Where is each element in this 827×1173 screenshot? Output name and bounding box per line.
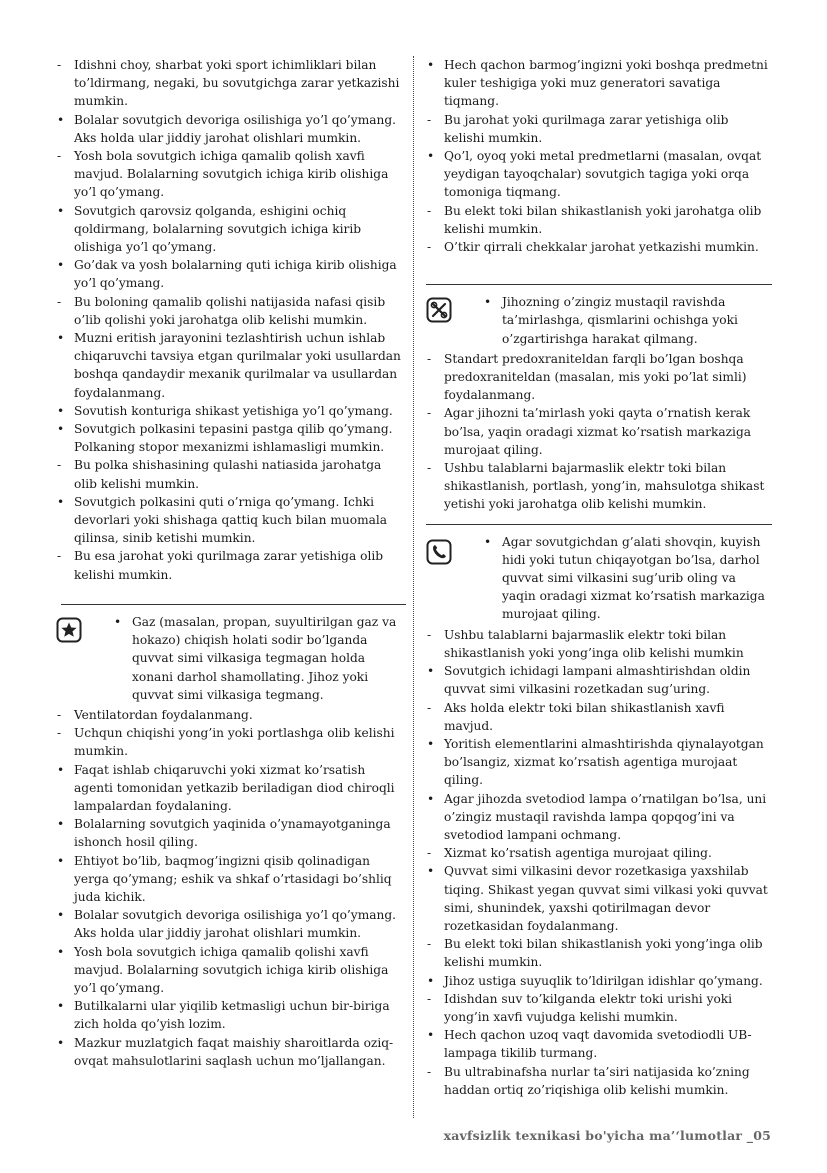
list-item	[426, 111, 772, 147]
list-item-text: Xizmat ko’rsatish agentiga murojaat qiling.	[444, 846, 712, 861]
list-item	[426, 862, 772, 935]
list-marker: •	[427, 973, 435, 988]
list-item	[56, 147, 406, 202]
list-marker: •	[57, 422, 65, 437]
list-marker: -	[427, 461, 432, 476]
list-item	[426, 202, 772, 238]
list-item-text: Go’dak va yosh bolalarning quti ichiga kirib olishiga yo’l qo’ymang.	[74, 258, 397, 291]
list-item-text: Bu boloning qamalib qolishi natijasida nafasi qisib o’lib qolishi yoki jarohatga olib kelishi mumkin.	[74, 294, 386, 327]
list-marker: •	[427, 1028, 435, 1043]
list-item	[56, 402, 406, 420]
list-item-text: Idishni choy, sharbat yoki sport ichimliklari bilan to’ldirmang, negaki, bu sovutgichga zarar yetkazishi mumkin.	[74, 58, 400, 109]
section-rule	[61, 604, 406, 605]
list-item	[56, 111, 406, 147]
list-item	[426, 790, 772, 845]
list-item	[426, 459, 772, 514]
list-marker: -	[427, 1064, 432, 1079]
left-list-1	[56, 56, 406, 584]
list-marker: -	[427, 991, 432, 1006]
list-item	[56, 997, 406, 1033]
list-item-text: Ventilatordan foydalanmang.	[74, 707, 253, 722]
list-marker: •	[57, 112, 65, 127]
list-marker: •	[57, 817, 65, 832]
list-item-text: Sovutish konturiga shikast yetishiga yo’l qo’ymang.	[74, 403, 393, 418]
list-marker: -	[57, 726, 62, 741]
list-item-text: Uchqun chiqishi yong’in yoki portlashga olib kelishi mumkin.	[74, 726, 395, 759]
repair-warning-notice	[426, 293, 772, 348]
list-item	[56, 329, 406, 402]
list-item	[56, 420, 406, 456]
notice-text	[114, 613, 406, 704]
list-marker: •	[57, 853, 65, 868]
list-marker: •	[57, 762, 65, 777]
list-item-text: Idishdan suv to’kilganda elektr toki urishi yoki yong’in xavfi vujudga kelishi mumkin.	[444, 991, 733, 1024]
list-marker: -	[427, 203, 432, 218]
list-item-text: Qo’l, oyoq yoki metal predmetlarni (masalan, ovqat yeydigan tayoqchalar) sovutgich tagiga yoki orqa tomoniga tiqmang.	[444, 149, 762, 200]
list-marker: •	[57, 203, 65, 218]
page-footer: xavfsizlik texnikasi bo'yicha ma’‘lumotlar _05	[443, 1128, 771, 1143]
list-marker: •	[57, 494, 65, 509]
list-item	[56, 852, 406, 907]
star-icon	[56, 617, 82, 643]
list-item	[56, 706, 406, 724]
left-list-2	[56, 706, 406, 1070]
list-item-text: Bolalarning sovutgich yaqinida o’ynamayotganinga ishonch hosil qiling.	[74, 817, 391, 850]
list-marker: •	[57, 908, 65, 923]
list-marker: -	[427, 240, 432, 255]
list-item-text: Agar jihozda svetodiod lampa o’rnatilgan bo’lsa, uni o’zingiz mustaqil ravishda lampa qopqog’ini va svetodiod lampani ochmang.	[444, 791, 767, 842]
section-rule	[426, 284, 772, 285]
list-item-text: Yoritish elementlarini almashtirishda qiynalayotgan bo’lsangiz, xizmat ko’rsatish agentiga murojaat qiling.	[444, 736, 764, 788]
list-item	[426, 699, 772, 735]
list-item-text: Bolalar sovutgich devoriga osilishiga yo’l qo’ymang. Aks holda ular jiddiy jarohat olishlari mumkin.	[74, 112, 397, 145]
list-item	[56, 293, 406, 329]
list-item-text: Bu elekt toki bilan shikastlanish yoki jarohatga olib kelishi mumkin.	[444, 203, 762, 236]
bullet: •	[484, 295, 492, 310]
notice-body: Gaz (masalan, propan, suyultirilgan gaz va hokazo) chiqish holati sodir bo’lganda quvvat simi vilkasiga tegmagan holda xonani darhol shamollating. Jihoz yoki quvvat simi vilkasiga tegmang.	[132, 614, 397, 702]
list-item-text: Butilkalarni ular yiqilib ketmasligi uchun bir-biriga zich holda qo’yish lozim.	[74, 999, 390, 1032]
list-item-text: Bu ultrabinafsha nurlar ta’siri natijasida ko’zning haddan ortiq zo’riqishiga olib kelishi mumkin.	[444, 1064, 750, 1097]
list-item-text: Bu polka shishasining qulashi natiasida jarohatga olib kelishi mumkin.	[74, 458, 382, 491]
list-item	[56, 724, 406, 760]
left-column	[56, 56, 406, 1070]
list-item-text: O’tkir qirrali chekkalar jarohat yetkazishi mumkin.	[444, 240, 759, 255]
list-item-text: Bu esa jarohat yoki qurilmaga zarar yetishiga olib kelishi mumkin.	[74, 549, 384, 582]
list-item-text: Bu jarohat yoki qurilmaga zarar yetishiga olib kelishi mumkin.	[444, 112, 729, 145]
list-item-text: Sovutgich polkasini quti o’rniga qo’ymang. Ichki devorlari yoki shishaga qattiq kuch bilan muomala qilinsa, sinib ketishi mumkin.	[74, 494, 388, 546]
right-list-1	[426, 56, 772, 256]
list-item-text: Jihoz ustiga suyuqlik to’ldirilgan idishlar qo’ymang.	[444, 973, 763, 988]
list-item-text: Ushbu talablarni bajarmaslik elektr toki bilan shikastlanish yoki yong’inga olib kelishi mumkin	[444, 627, 744, 660]
list-marker: •	[427, 864, 435, 879]
list-marker: -	[57, 458, 62, 473]
list-marker: •	[57, 1035, 65, 1050]
list-marker: •	[427, 664, 435, 679]
list-item-text: Sovutgich qarovsiz qolganda, eshigini ochiq qoldirmang, bolalarning sovutgich ichiga kirib olishiga yo’l qo’ymang.	[74, 203, 362, 255]
list-item	[56, 761, 406, 816]
list-marker: -	[427, 351, 432, 366]
list-item	[56, 906, 406, 942]
list-marker: -	[427, 627, 432, 642]
list-item	[426, 662, 772, 698]
list-item-text: Standart predoxraniteldan farqli bo’lgan boshqa predoxraniteldan (masalan, mis yoki po’lat simli) foydalanmang.	[444, 351, 747, 403]
list-item-text: Hech qachon barmog’ingizni yoki boshqa predmetni kuler teshigiga yoki muz generatori savatiga tiqmang.	[444, 58, 768, 109]
list-item-text: Aks holda elektr toki bilan shikastlanish xavfi mavjud.	[444, 700, 725, 733]
list-item-text: Ushbu talablarni bajarmaslik elektr toki bilan shikastlanish, portlash, yong’in, mahsulotga shikast yetishi yoki jarohatga olib kelishi mumkin.	[444, 461, 765, 512]
list-marker: -	[57, 58, 62, 72]
list-item	[56, 56, 406, 111]
list-item	[426, 972, 772, 990]
list-item-text: Yosh bola sovutgich ichiga qamalib qolishi xavfi mavjud. Bolalarning sovutgich ichiga kirib olishiga yo’l qo’ymang.	[74, 944, 389, 995]
list-item	[56, 202, 406, 257]
list-marker: -	[57, 549, 62, 564]
list-marker: •	[427, 149, 435, 164]
list-item	[426, 844, 772, 862]
list-item	[426, 1026, 772, 1062]
list-item	[56, 493, 406, 548]
notice-body: Jihozning o’zingiz mustaqil ravishda ta’mirlashga, qismlarini ochishga yoki o’zgartirishga harakat qilmang.	[502, 295, 738, 346]
list-item-text: Bu elekt toki bilan shikastlanish yoki yong’inga olib kelishi mumkin.	[444, 937, 763, 970]
list-item	[56, 456, 406, 492]
list-marker: •	[427, 58, 435, 72]
list-marker: -	[57, 149, 62, 164]
list-item	[56, 943, 406, 998]
gas-warning-notice	[56, 613, 406, 704]
no-disassemble-icon	[426, 297, 452, 323]
list-marker: -	[427, 112, 432, 127]
list-item-text: Sovutgich polkasini tepasini pastga qilib qo’ymang. Polkaning stopor mexanizmi ishlamasligi mumkin.	[74, 422, 393, 455]
right-column	[426, 56, 772, 1099]
list-marker: •	[57, 331, 65, 346]
list-marker: •	[57, 403, 65, 418]
list-item	[426, 735, 772, 790]
list-item	[56, 1034, 406, 1070]
list-item	[56, 815, 406, 851]
list-item-text: Hech qachon uzoq vaqt davomida svetodiodli UB-lampaga tikilib turmang.	[444, 1028, 752, 1061]
list-marker: -	[427, 846, 432, 861]
list-item	[426, 147, 772, 202]
right-list-2	[426, 350, 772, 514]
list-item-text: Agar jihozni ta’mirlash yoki qayta o’rnatish kerak bo’lsa, yaqin oradagi xizmat ko’rsatish markaziga murojaat qiling.	[444, 406, 752, 457]
list-item-text: Ehtiyot bo’lib, baqmog’ingizni qisib qolinadigan yerga qo’ymang; eshik va shkaf o’rtasidagi bo’shliq juda kichik.	[74, 853, 392, 904]
list-item	[426, 1063, 772, 1099]
list-marker: •	[57, 999, 65, 1014]
list-marker: -	[427, 937, 432, 952]
list-marker: -	[427, 700, 432, 715]
notice-text	[484, 293, 772, 348]
list-item	[426, 404, 772, 459]
list-marker: •	[57, 258, 65, 273]
section-rule	[426, 524, 772, 525]
column-divider	[413, 56, 414, 1118]
notice-body: Agar sovutgichdan g’alati shovqin, kuyish hidi yoki tutun chiqayotgan bo’lsa, darhol quvvat simi vilkasini sug’urib oling va yaqin oradagi xizmat ko’rsatish markaziga murojaat qiling.	[502, 534, 765, 622]
list-item	[426, 990, 772, 1026]
list-marker: •	[57, 944, 65, 959]
list-item-text: Yosh bola sovutgich ichiga qamalib qolish xavfi mavjud. Bolalarning sovutgich ichiga kirib olishiga yo’l qo’ymang.	[74, 149, 389, 200]
bullet: •	[484, 534, 492, 549]
list-item	[56, 547, 406, 583]
phone-icon	[426, 539, 452, 565]
list-item	[426, 350, 772, 405]
list-item-text: Bolalar sovutgich devoriga osilishiga yo’l qo’ymang. Aks holda ular jiddiy jarohat olishlari mumkin.	[74, 908, 397, 941]
list-item	[426, 626, 772, 662]
right-list-3	[426, 626, 772, 1099]
list-item-text: Muzni eritish jarayonini tezlashtirish uchun ishlab chiqaruvchi tavsiya etgan qurilmalar yoki usullardan boshqa qandaydir mexanik qurilmalar va usullardan foydalanmang.	[74, 331, 401, 400]
list-marker: -	[57, 294, 62, 309]
list-item-text: Sovutgich ichidagi lampani almashtirishdan oldin quvvat simi vilkasini rozetkadan sug’uring.	[444, 664, 751, 697]
list-item-text: Faqat ishlab chiqaruvchi yoki xizmat ko’rsatish agenti tomonidan yetkazib beriladigan diod chiroqli lampalardan foydalaning.	[74, 762, 395, 813]
list-marker: •	[427, 736, 435, 751]
bullet: •	[114, 614, 122, 629]
list-item	[426, 56, 772, 111]
list-item	[426, 935, 772, 971]
list-marker: -	[57, 707, 62, 722]
list-marker: •	[427, 791, 435, 806]
list-marker: -	[427, 406, 432, 421]
list-item-text: Mazkur muzlatgich faqat maishiy sharoitlarda oziq-ovqat mahsulotlarini saqlash uchun mo’ljallangan.	[74, 1035, 394, 1068]
notice-text	[484, 533, 772, 624]
list-item	[56, 256, 406, 292]
list-item	[426, 238, 772, 256]
noise-smoke-warning-notice	[426, 533, 772, 624]
list-item-text: Quvvat simi vilkasini devor rozetkasiga yaxshilab tiqing. Shikast yegan quvvat simi vilkasi yoki quvvat simi, shunindek, yaxshi qotirilmagan devor rozetkasidan foydalanmang.	[444, 864, 768, 933]
